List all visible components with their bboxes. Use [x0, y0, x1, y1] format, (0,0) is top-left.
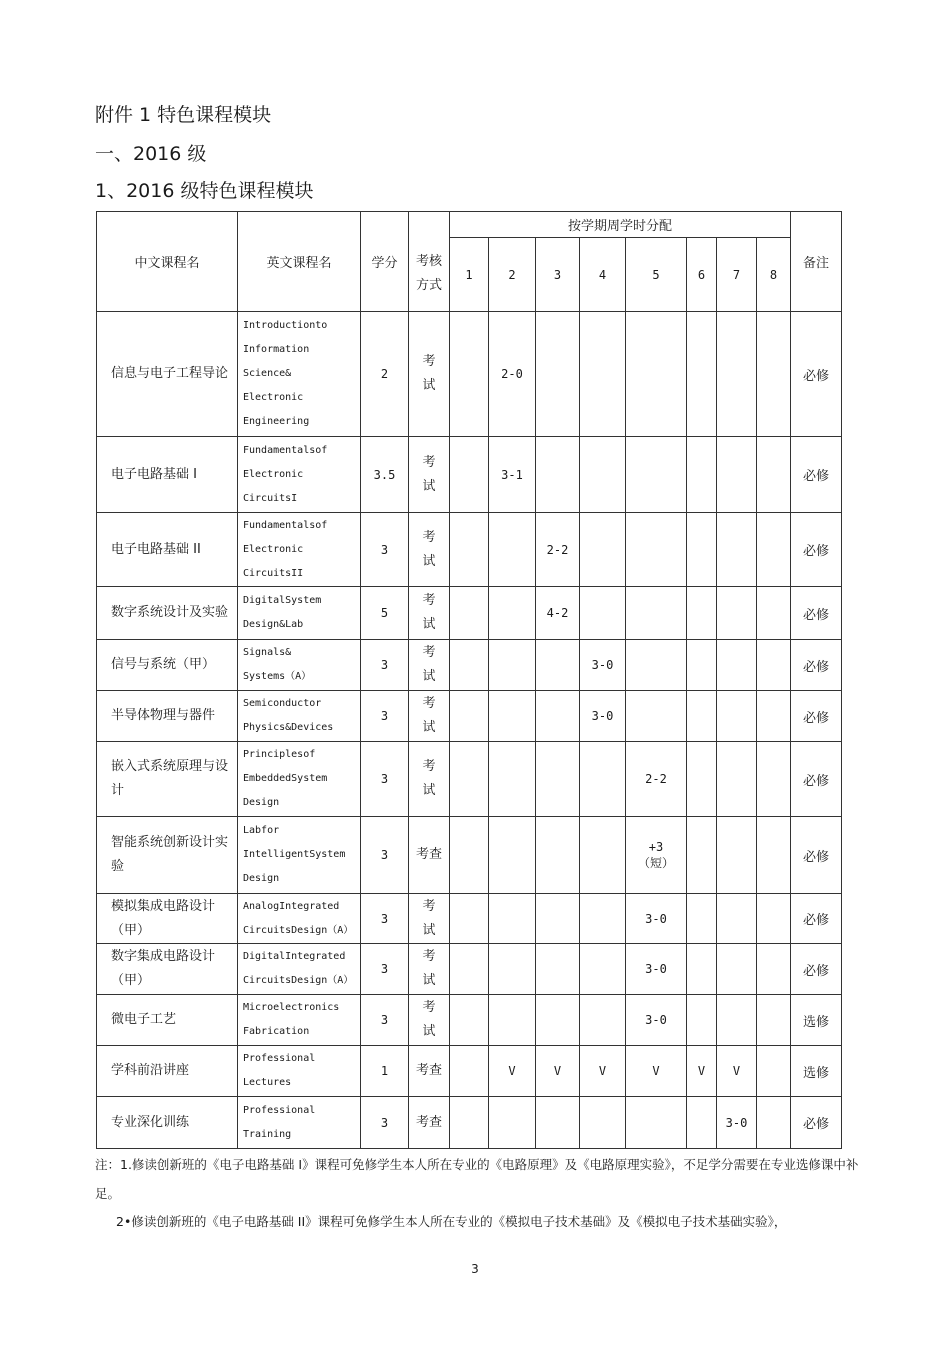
- table-row: [97, 995, 842, 1046]
- exam-method-text: 考试: [422, 593, 436, 632]
- cn-course-name: 电子电路基础 II: [97, 513, 238, 587]
- exam-method: [409, 640, 450, 691]
- semester-5-hours: +3 （短）: [626, 817, 687, 894]
- exam-method-text: 考试: [422, 949, 436, 988]
- cn-course-name: 智能系统创新设计实验: [97, 817, 238, 894]
- semester-1-hours: [450, 691, 489, 742]
- semester-3-hours: [536, 817, 580, 894]
- semester-4-hours: V: [580, 1046, 626, 1097]
- semester-2-hours: [489, 944, 536, 995]
- semester-6-hours: [687, 587, 717, 640]
- credit-cell: 3: [361, 742, 409, 817]
- semester-2-hours: [489, 817, 536, 894]
- exam-method-text: 考试: [422, 354, 436, 393]
- cn-course-name: 嵌入式系统原理与设计: [97, 742, 238, 817]
- course-table: [96, 211, 842, 1149]
- header-semester-1: 1: [450, 238, 489, 312]
- semester-7-hours: V: [717, 1046, 757, 1097]
- semester-3-hours: [536, 894, 580, 944]
- semester-4-hours: [580, 944, 626, 995]
- semester-1-hours: [450, 640, 489, 691]
- semester-2-hours: [489, 1097, 536, 1149]
- en-course-name: Labfor IntelligentSystem Design: [238, 817, 361, 894]
- course-table-body: [97, 312, 842, 1149]
- semester-6-hours: [687, 437, 717, 513]
- semester-4-hours: 3-0: [580, 640, 626, 691]
- semester-1-hours: [450, 742, 489, 817]
- semester-2-hours: [489, 742, 536, 817]
- header-semester-5: 5: [626, 238, 687, 312]
- section-heading: 1、2016 级特色课程模块: [95, 180, 314, 202]
- semester-1-hours: [450, 894, 489, 944]
- semester-5-hours: 3-0: [626, 894, 687, 944]
- table-row: [97, 742, 842, 817]
- cn-course-name: 学科前沿讲座: [97, 1046, 238, 1097]
- semester-1-hours: [450, 513, 489, 587]
- exam-method-text: 考试: [422, 696, 436, 735]
- credit-cell: 5: [361, 587, 409, 640]
- remark-cell: 必修: [791, 1097, 842, 1149]
- semester-3-hours: [536, 640, 580, 691]
- semester-2-hours: [489, 894, 536, 944]
- semester-4-hours: [580, 995, 626, 1046]
- exam-method-text: 考试: [422, 529, 436, 569]
- semester-2-hours: [489, 995, 536, 1046]
- remark-cell: 必修: [791, 513, 842, 587]
- semester-7-hours: 3-0: [717, 1097, 757, 1149]
- table-row: [97, 944, 842, 995]
- table-row: [97, 894, 842, 944]
- header-semester-4: 4: [580, 238, 626, 312]
- semester-4-hours: [580, 817, 626, 894]
- credit-cell: 3: [361, 1097, 409, 1149]
- semester-6-hours: [687, 944, 717, 995]
- semester-7-hours: [717, 437, 757, 513]
- semester-7-hours: [717, 312, 757, 437]
- exam-method-text: 考查: [415, 1114, 442, 1130]
- header-semester-6: 6: [687, 238, 717, 312]
- semester-8-hours: [757, 1097, 791, 1149]
- semester-3-hours: 2-2: [536, 513, 580, 587]
- en-course-name: Fundamentalsof Electronic CircuitsII: [238, 513, 361, 587]
- semester-4-hours: 3-0: [580, 691, 626, 742]
- en-course-name: Professional Training: [238, 1097, 361, 1149]
- credit-cell: 3: [361, 513, 409, 587]
- remark-cell: 必修: [791, 691, 842, 742]
- semester-2-hours: [489, 640, 536, 691]
- semester-5-hours: 2-2: [626, 742, 687, 817]
- table-row: [97, 587, 842, 640]
- semester-7-hours: [717, 587, 757, 640]
- remark-cell: 必修: [791, 640, 842, 691]
- remark-cell: 必修: [791, 817, 842, 894]
- attachment-title: 附件 1 特色课程模块: [95, 104, 272, 126]
- header-semester-7: 7: [717, 238, 757, 312]
- cn-course-name: 微电子工艺: [97, 995, 238, 1046]
- cn-course-name: 模拟集成电路设计（甲）: [97, 894, 238, 944]
- semester-5-hours: [626, 587, 687, 640]
- semester-8-hours: [757, 640, 791, 691]
- exam-method: [409, 742, 450, 817]
- semester-3-hours: [536, 944, 580, 995]
- remark-cell: 必修: [791, 944, 842, 995]
- semester-2-hours: 3-1: [489, 437, 536, 513]
- semester-6-hours: [687, 312, 717, 437]
- semester-8-hours: [757, 513, 791, 587]
- exam-method: [409, 587, 450, 640]
- en-course-name: Introductionto Information Science& Electronic Engineering: [238, 312, 361, 437]
- exam-method-text: 考试: [422, 898, 436, 938]
- credit-cell: 3: [361, 894, 409, 944]
- semester-6-hours: [687, 640, 717, 691]
- remark-cell: 必修: [791, 894, 842, 944]
- en-course-name: Signals& Systems（A）: [238, 640, 361, 691]
- en-course-name: AnalogIntegrated CircuitsDesign（A）: [238, 894, 361, 944]
- credit-cell: 3.5: [361, 437, 409, 513]
- table-row: [97, 1046, 842, 1097]
- exam-method: [409, 995, 450, 1046]
- remark-cell: 必修: [791, 587, 842, 640]
- exam-method-text: 考查: [415, 1063, 442, 1078]
- semester-7-hours: [717, 640, 757, 691]
- semester-8-hours: [757, 437, 791, 513]
- semester-5-hours: 3-0: [626, 995, 687, 1046]
- semester-4-hours: [580, 587, 626, 640]
- semester-8-hours: [757, 817, 791, 894]
- header-cn-name: 中文课程名: [97, 212, 238, 312]
- semester-8-hours: [757, 312, 791, 437]
- semester-6-hours: [687, 742, 717, 817]
- semester-4-hours: [580, 894, 626, 944]
- header-semester-3: 3: [536, 238, 580, 312]
- exam-method: [409, 513, 450, 587]
- exam-method: [409, 1097, 450, 1149]
- semester-4-hours: [580, 437, 626, 513]
- semester-5-hours: 3-0: [626, 944, 687, 995]
- exam-method-text: 考试: [422, 759, 436, 798]
- semester-3-hours: V: [536, 1046, 580, 1097]
- semester-7-hours: [717, 513, 757, 587]
- remark-cell: 选修: [791, 1046, 842, 1097]
- note-2: 2•修读创新班的《电子电路基础 II》课程可免修学生本人所在专业的《模拟电子技术基础》及《模拟电子技术基础实验》，: [116, 1214, 787, 1229]
- header-semester-2: 2: [489, 238, 536, 312]
- credit-cell: 3: [361, 640, 409, 691]
- cn-course-name: 电子电路基础 I: [97, 437, 238, 513]
- semester-6-hours: [687, 691, 717, 742]
- exam-method: [409, 894, 450, 944]
- semester-7-hours: [717, 691, 757, 742]
- en-course-name: DigitalIntegrated CircuitsDesign（A）: [238, 944, 361, 995]
- table-row: [97, 1097, 842, 1149]
- exam-method: [409, 1046, 450, 1097]
- table-row: [97, 437, 842, 513]
- credit-cell: 3: [361, 944, 409, 995]
- credit-cell: 3: [361, 691, 409, 742]
- semester-4-hours: [580, 742, 626, 817]
- semester-5-hours: [626, 437, 687, 513]
- en-course-name: Fundamentalsof Electronic CircuitsI: [238, 437, 361, 513]
- semester-5-hours: [626, 513, 687, 587]
- cn-course-name: 专业深化训练: [97, 1097, 238, 1149]
- semester-2-hours: [489, 691, 536, 742]
- cn-course-name: 数字集成电路设计（甲）: [97, 944, 238, 995]
- semester-5-hours: [626, 691, 687, 742]
- semester-1-hours: [450, 312, 489, 437]
- exam-method-text: 考试: [422, 1000, 436, 1039]
- table-row: [97, 817, 842, 894]
- header-remark: 备注: [791, 212, 842, 312]
- semester-8-hours: [757, 1046, 791, 1097]
- en-course-name: Semiconductor Physics&Devices: [238, 691, 361, 742]
- semester-5-hours: [626, 1097, 687, 1149]
- exam-method: [409, 437, 450, 513]
- semester-6-hours: [687, 1097, 717, 1149]
- semester-1-hours: [450, 995, 489, 1046]
- credit-cell: 2: [361, 312, 409, 437]
- semester-2-hours: 2-0: [489, 312, 536, 437]
- exam-method-text: 考试: [422, 645, 436, 684]
- semester-8-hours: [757, 742, 791, 817]
- remark-cell: 选修: [791, 995, 842, 1046]
- semester-8-hours: [757, 894, 791, 944]
- semester-6-hours: V: [687, 1046, 717, 1097]
- semester-4-hours: [580, 1097, 626, 1149]
- semester-2-hours: [489, 587, 536, 640]
- semester-3-hours: [536, 691, 580, 742]
- remark-cell: 必修: [791, 312, 842, 437]
- header-exam: 考核方式: [409, 212, 450, 312]
- semester-7-hours: [717, 817, 757, 894]
- remark-cell: 必修: [791, 437, 842, 513]
- cn-course-name: 信息与电子工程导论: [97, 312, 238, 437]
- table-row: [97, 312, 842, 437]
- exam-method-text: 考查: [415, 847, 442, 862]
- semester-6-hours: [687, 817, 717, 894]
- exam-method: [409, 312, 450, 437]
- semester-1-hours: [450, 944, 489, 995]
- semester-1-hours: [450, 1097, 489, 1149]
- cn-course-name: 半导体物理与器件: [97, 691, 238, 742]
- exam-method: [409, 691, 450, 742]
- cn-course-name: 数字系统设计及实验: [97, 587, 238, 640]
- semester-7-hours: [717, 894, 757, 944]
- semester-1-hours: [450, 1046, 489, 1097]
- credit-cell: 3: [361, 995, 409, 1046]
- semester-5-hours: V: [626, 1046, 687, 1097]
- semester-2-hours: [489, 513, 536, 587]
- semester-8-hours: [757, 691, 791, 742]
- credit-cell: 1: [361, 1046, 409, 1097]
- exam-method: [409, 817, 450, 894]
- credit-cell: 3: [361, 817, 409, 894]
- en-course-name: Microelectronics Fabrication: [238, 995, 361, 1046]
- semester-3-hours: [536, 1097, 580, 1149]
- exam-method: [409, 944, 450, 995]
- note-1: 注：1.修读创新班的《电子电路基础 I》课程可免修学生本人所在专业的《电路原理》及《电路原理实验》，不足学分需要在专业选修课中补足。: [95, 1157, 859, 1201]
- en-course-name: Professional Lectures: [238, 1046, 361, 1097]
- table-row: [97, 691, 842, 742]
- semester-3-hours: [536, 995, 580, 1046]
- semester-6-hours: [687, 894, 717, 944]
- semester-1-hours: [450, 437, 489, 513]
- semester-4-hours: [580, 513, 626, 587]
- remark-cell: 必修: [791, 742, 842, 817]
- semester-6-hours: [687, 513, 717, 587]
- exam-method-text: 考试: [422, 454, 436, 494]
- header-semester-group: 按学期周学时分配: [450, 212, 791, 238]
- en-course-name: DigitalSystem Design&Lab: [238, 587, 361, 640]
- semester-1-hours: [450, 817, 489, 894]
- semester-7-hours: [717, 995, 757, 1046]
- grade-heading: 一、2016 级: [95, 143, 207, 165]
- semester-8-hours: [757, 587, 791, 640]
- en-course-name: Principlesof EmbeddedSystem Design: [238, 742, 361, 817]
- header-credit: 学分: [361, 212, 409, 312]
- semester-1-hours: [450, 587, 489, 640]
- semester-4-hours: [580, 312, 626, 437]
- semester-8-hours: [757, 995, 791, 1046]
- page-number: 3: [471, 1262, 479, 1276]
- table-row: [97, 513, 842, 587]
- semester-3-hours: [536, 437, 580, 513]
- cn-course-name: 信号与系统（甲）: [97, 640, 238, 691]
- header-en-name: 英文课程名: [238, 212, 361, 312]
- semester-3-hours: [536, 312, 580, 437]
- header-semester-8: 8: [757, 238, 791, 312]
- semester-3-hours: 4-2: [536, 587, 580, 640]
- semester-5-hours: [626, 312, 687, 437]
- semester-2-hours: V: [489, 1046, 536, 1097]
- semester-5-hours: [626, 640, 687, 691]
- semester-8-hours: [757, 944, 791, 995]
- semester-7-hours: [717, 742, 757, 817]
- table-row: [97, 640, 842, 691]
- semester-3-hours: [536, 742, 580, 817]
- semester-7-hours: [717, 944, 757, 995]
- semester-6-hours: [687, 995, 717, 1046]
